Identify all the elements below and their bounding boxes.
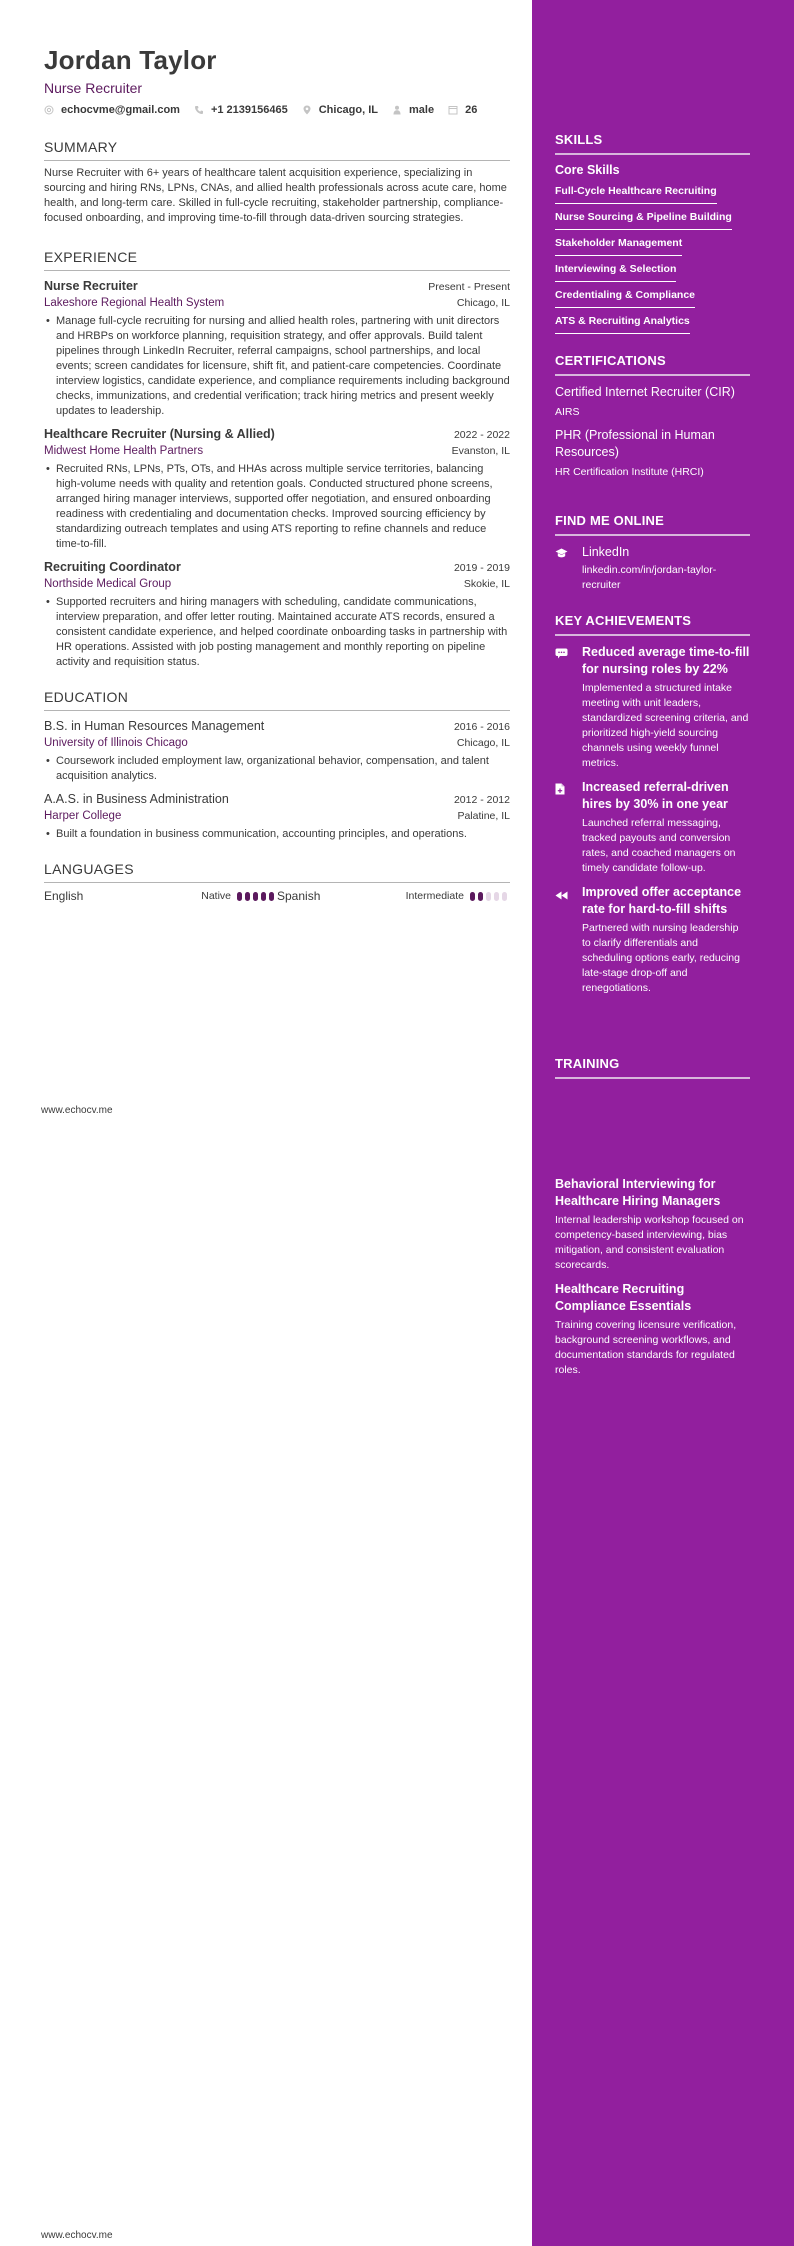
document-plus-icon: [555, 779, 582, 876]
phone-value: +1 2139156465: [210, 104, 288, 116]
skill-item: Credentialing & Compliance: [555, 288, 695, 308]
employer-name: Lakeshore Regional Health System: [44, 297, 225, 309]
education-section: [44, 688, 510, 842]
certifications-section: [555, 353, 750, 479]
training-section: [555, 1056, 750, 1079]
language-rating: [470, 892, 510, 901]
job-dates: Present - Present: [428, 281, 510, 293]
certification-issuer: AIRS: [555, 406, 580, 418]
language-rating: [237, 892, 277, 901]
training-list: [555, 1168, 750, 1378]
job-title: Healthcare Recruiter (Nursing & Allied): [44, 427, 275, 441]
school-location: Chicago, IL: [456, 737, 510, 749]
language-name: Spanish: [277, 889, 321, 903]
skill-item: Nurse Sourcing & Pipeline Building: [555, 210, 732, 230]
summary-text: Nurse Recruiter with 6+ years of healthcare talent acquisition experience, specializing in sourcing and hiring RNs, LPNs, CNAs, and allied health professionals across acute care, home health, and long-term care. Skilled in full-cycle recruiting, stakeholder partnership, compliance-focused onboarding, and improving time-to-fill through data-driven sourcing strategies.: [44, 167, 507, 224]
achievement-item: [555, 884, 750, 996]
job-location: Skokie, IL: [463, 578, 510, 590]
degree-name: B.S. in Human Resources Management: [44, 719, 265, 733]
training-description: Internal leadership workshop focused on competency-based interviewing, bias mitigation, and consistent evaluation scorecards.: [555, 1214, 744, 1271]
skill-item: Stakeholder Management: [555, 236, 682, 256]
speech-bubble-icon: [555, 644, 582, 771]
job-dates: 2019 - 2019: [453, 562, 510, 574]
candidate-name: Jordan Taylor: [44, 45, 217, 75]
job-description: • Manage full-cycle recruiting for nursing and allied health roles, partnering with unit directors and HRBPs on workforce planning, requisition strategy, and offer approvals. Build talent pipelines through LinkedIn Recruiter, referral campaigns, school partnerships, and local events; screen candidates for licensure, shift fit, and patient-care competencies. Coordinate interview logistics, candidate experience, and compliance requirements including background checks, immunizations, and credential verification; track hiring metrics and present weekly updates to leadership.: [44, 314, 510, 419]
certification-issuer: HR Certification Institute (HRCI): [555, 466, 704, 478]
skills-section: [555, 132, 750, 334]
job-description: • Recruited RNs, LPNs, PTs, OTs, and HHAs across multiple service territories, balancing high-volume needs with quality and retention goals. Conducted structured phone screens, arranged hiring manager interviews, supported offer negotiation, and ensured onboarding readiness with credentialing and documentation checks. Improved sourcing efficiency by standardizing outreach templates and using ATS reporting to refine channels and reduce time-to-fill.: [44, 462, 510, 552]
education-description: • Coursework included employment law, organizational behavior, compensation, and talent acquisition analytics.: [44, 754, 510, 784]
location-icon: [302, 105, 312, 115]
school-name: Harper College: [44, 810, 122, 822]
email-value: echocvme@gmail.com: [61, 104, 180, 116]
contact-email[interactable]: [44, 104, 180, 116]
skill-item: Interviewing & Selection: [555, 262, 676, 282]
certification-name: PHR (Professional in Human Resources): [555, 428, 715, 459]
school-location: Palatine, IL: [457, 810, 510, 822]
education-entry: [44, 791, 510, 842]
find-me-online-section: [555, 513, 750, 593]
key-achievements-section: [555, 613, 750, 996]
job-dates: 2022 - 2022: [453, 429, 510, 441]
certification-item: [555, 427, 750, 479]
achievement-description: Launched referral messaging, tracked payouts and conversion rates, and coached managers on timely candidate follow-up.: [582, 817, 736, 874]
languages-section: [44, 860, 510, 903]
employer-name: Midwest Home Health Partners: [44, 445, 204, 457]
footer-link[interactable]: www.echocv.me: [41, 1105, 113, 1116]
education-description: • Built a foundation in business communication, accounting principles, and operations.: [44, 827, 510, 842]
experience-entry: [44, 559, 510, 670]
languages-list: [44, 889, 510, 903]
training-heading: TRAINING: [555, 1056, 750, 1079]
achievement-title: Improved offer acceptance rate for hard-to-fill shifts: [582, 885, 742, 916]
online-profile-linkedin[interactable]: [555, 544, 750, 593]
training-description: Training covering licensure verification, background screening workflows, and documentation standards for regulated roles.: [555, 1319, 737, 1376]
certification-name: Certified Internet Recruiter (CIR): [555, 385, 735, 399]
training-title: Healthcare Recruiting Compliance Essentials: [555, 1282, 692, 1313]
education-entry: [44, 718, 510, 784]
location-value: Chicago, IL: [318, 104, 378, 116]
experience-heading: EXPERIENCE: [44, 248, 510, 271]
certification-item: [555, 384, 750, 419]
language-item: [277, 889, 510, 903]
online-heading: FIND ME ONLINE: [555, 513, 750, 536]
education-dates: 2016 - 2016: [453, 721, 510, 733]
achievement-description: Partnered with nursing leadership to clarify differentials and scheduling options early, reducing late-stage drop-off and renegotiations.: [582, 922, 740, 994]
phone-icon: [194, 105, 204, 115]
certifications-heading: CERTIFICATIONS: [555, 353, 750, 376]
job-title: Recruiting Coordinator: [44, 560, 181, 574]
online-profile-name: LinkedIn: [582, 545, 630, 559]
job-title: Nurse Recruiter: [44, 279, 138, 293]
sidebar-background: [532, 0, 794, 2246]
experience-entry: [44, 278, 510, 419]
employer-name: Northside Medical Group: [44, 578, 172, 590]
skills-group-label: Core Skills: [555, 163, 620, 177]
contact-age: [448, 104, 477, 116]
language-name: English: [44, 889, 84, 903]
achievements-heading: KEY ACHIEVEMENTS: [555, 613, 750, 636]
training-title: Behavioral Interviewing for Healthcare Hiring Managers: [555, 1177, 721, 1208]
experience-section: [44, 248, 510, 670]
candidate-title: Nurse Recruiter: [44, 80, 143, 96]
summary-section: [44, 138, 510, 226]
contact-phone[interactable]: [194, 104, 288, 116]
training-item: [555, 1281, 750, 1378]
age-value: 26: [465, 104, 478, 116]
education-heading: EDUCATION: [44, 688, 510, 711]
summary-heading: SUMMARY: [44, 138, 510, 161]
main-column: [44, 44, 510, 903]
achievement-title: Increased referral-driven hires by 30% in one year: [582, 780, 729, 811]
graduation-cap-icon: [555, 544, 582, 593]
contact-location: [302, 104, 378, 116]
training-item: [555, 1176, 750, 1273]
education-dates: 2012 - 2012: [453, 794, 510, 806]
job-location: Chicago, IL: [456, 297, 510, 309]
achievement-title: Reduced average time-to-fill for nursing roles by 22%: [582, 645, 750, 676]
job-location: Evanston, IL: [451, 445, 510, 457]
skill-item: ATS & Recruiting Analytics: [555, 314, 690, 334]
achievement-description: Implemented a structured intake meeting with unit leaders, standardized screening criteria, and prioritized high-yield sourcing channels using weekly funnel metrics.: [582, 682, 749, 769]
languages-heading: LANGUAGES: [44, 860, 510, 883]
skill-item: Full-Cycle Healthcare Recruiting: [555, 184, 717, 204]
person-icon: [392, 105, 402, 115]
achievement-item: [555, 644, 750, 771]
language-level: Intermediate: [405, 890, 464, 902]
online-profile-url[interactable]: linkedin.com/in/jordan-taylor-recruiter: [582, 564, 717, 591]
at-icon: [44, 105, 54, 115]
skills-heading: SKILLS: [555, 132, 750, 155]
experience-entry: [44, 426, 510, 552]
calendar-icon: [448, 105, 458, 115]
achievement-item: [555, 779, 750, 876]
gender-value: male: [409, 104, 435, 116]
contact-bar: [44, 104, 510, 116]
degree-name: A.A.S. in Business Administration: [44, 792, 229, 806]
language-item: [44, 889, 277, 903]
rewind-icon: [555, 884, 582, 996]
language-level: Native: [201, 890, 231, 902]
school-name: University of Illinois Chicago: [44, 737, 188, 749]
footer-link-page2[interactable]: www.echocv.me: [41, 2230, 113, 2241]
contact-gender: [392, 104, 434, 116]
skills-list: [555, 178, 750, 334]
job-description: • Supported recruiters and hiring managers with scheduling, candidate communications, interview preparation, and offer letter routing. Maintained accurate ATS records, ensured a consistent candidate experience, and helped coordinate onboarding tasks in partnership with HR operations. Assisted with job posting management and monthly reporting on pipeline activity and requisition status.: [44, 595, 510, 670]
